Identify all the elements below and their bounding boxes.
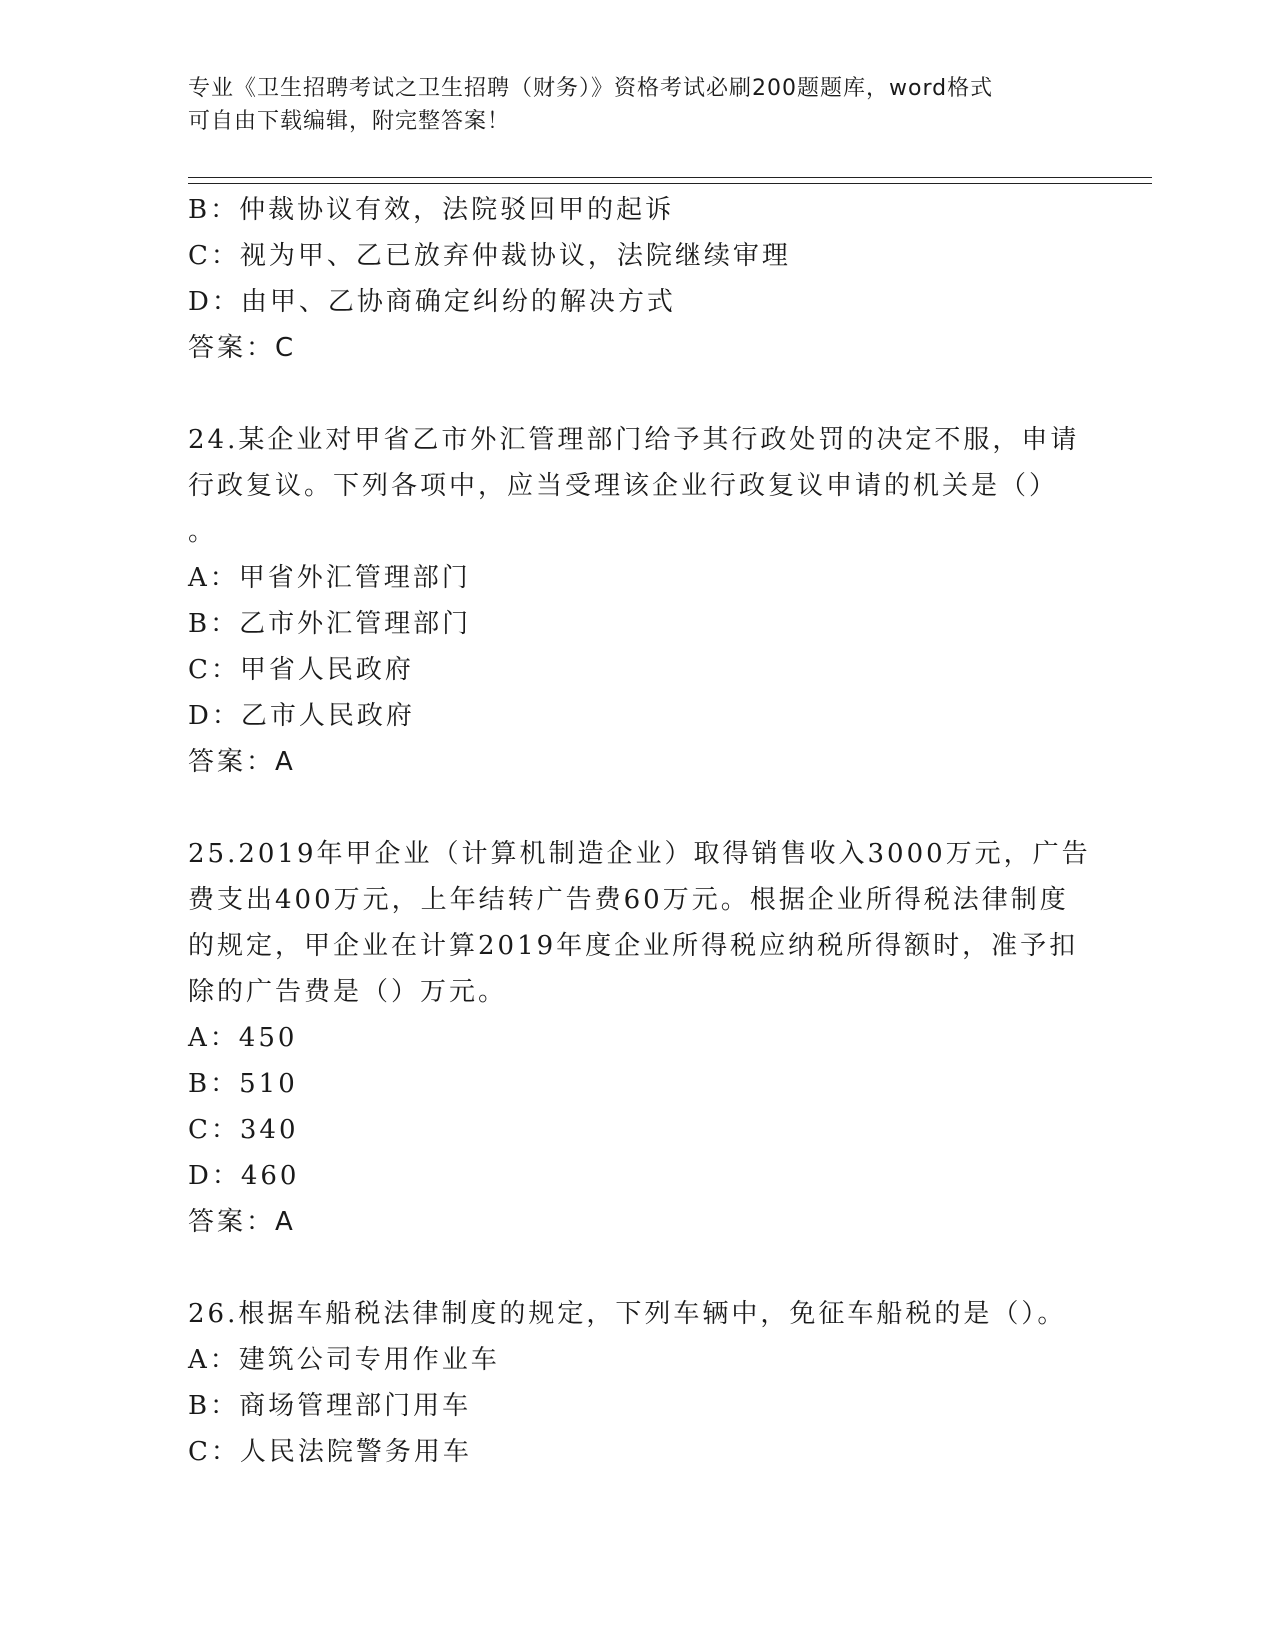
question-24 — [188, 417, 1088, 785]
option-d: D：由甲、乙协商确定纠纷的解决方式 — [188, 287, 676, 317]
answer: 答案：C — [188, 333, 297, 363]
option-c: C：视为甲、乙已放弃仲裁协议，法院继续审理 — [188, 241, 791, 271]
header-divider-bottom — [188, 183, 1152, 184]
option-b: B：510 — [188, 1069, 298, 1099]
question-stem-line: 25.2019年甲企业（计算机制造企业）取得销售收入3000万元，广告 — [188, 839, 1091, 869]
option-d: D：460 — [188, 1161, 300, 1191]
option-c: C：人民法院警务用车 — [188, 1437, 472, 1467]
header-title-line-1: 专业《卫生招聘考试之卫生招聘（财务）》资格考试必刷200题题库，word格式 — [188, 76, 994, 101]
question-stem-line: 24.某企业对甲省乙市外汇管理部门给予其行政处罚的决定不服，申请 — [188, 425, 1080, 455]
spacer — [188, 1245, 1088, 1291]
option-a: A：甲省外汇管理部门 — [188, 563, 471, 593]
option-d: D：乙市人民政府 — [188, 701, 415, 731]
question-26 — [188, 1291, 1088, 1475]
spacer — [188, 785, 1088, 831]
answer: 答案：A — [188, 1207, 296, 1237]
header-divider-top — [188, 177, 1152, 178]
option-c: C：甲省人民政府 — [188, 655, 414, 685]
page-header — [188, 72, 1068, 138]
question-stem-line: 26.根据车船税法律制度的规定，下列车辆中，免征车船税的是（）。 — [188, 1299, 1067, 1329]
question-stem-line: 费支出400万元，上年结转广告费60万元。根据企业所得税法律制度 — [188, 885, 1069, 915]
document-body — [188, 187, 1091, 1475]
option-a: A：450 — [188, 1023, 298, 1053]
question-stem-line: 行政复议。下列各项中，应当受理该企业行政复议申请的机关是（） — [188, 471, 1059, 501]
question-23-tail — [188, 187, 1088, 371]
option-b: B：仲裁协议有效，法院驳回甲的起诉 — [188, 195, 675, 225]
answer: 答案：A — [188, 747, 296, 777]
option-b: B：乙市外汇管理部门 — [188, 609, 472, 639]
spacer — [188, 371, 1088, 417]
option-a: A：建筑公司专用作业车 — [188, 1345, 500, 1375]
question-stem-line: 的规定，甲企业在计算2019年度企业所得税应纳税所得额时，准予扣 — [188, 931, 1079, 961]
question-stem-line: 。 — [188, 517, 218, 547]
option-b: B：商场管理部门用车 — [188, 1391, 472, 1421]
header-title-line-2: 可自由下载编辑，附完整答案！ — [188, 109, 511, 134]
question-stem-line: 除的广告费是（）万元。 — [188, 977, 508, 1007]
option-c: C：340 — [188, 1115, 299, 1145]
question-25 — [188, 831, 1091, 1245]
